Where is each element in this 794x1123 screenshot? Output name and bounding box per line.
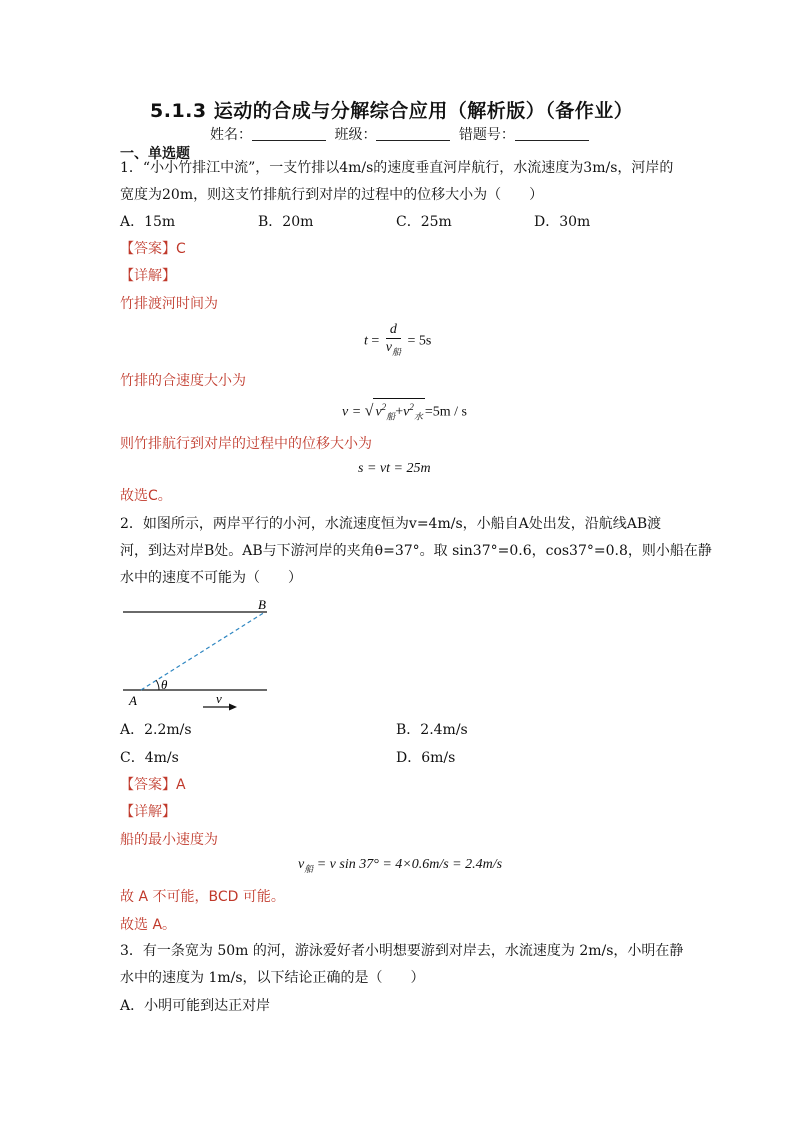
q1-option-b: B．20m bbox=[258, 214, 314, 230]
label-v: v bbox=[216, 691, 222, 706]
q1-detail-label: 【详解】 bbox=[120, 268, 176, 284]
q3-stem-line1: 3．有一条宽为 50m 的河，游泳爱好者小明想要游到对岸去，水流速度为 2m/s，小明在静 bbox=[120, 943, 684, 959]
q1-option-a: A．15m bbox=[120, 214, 176, 230]
q1-conclusion: 故选C。 bbox=[120, 488, 172, 504]
velocity-arrow-head bbox=[229, 704, 237, 711]
q1-f2-a-sup: 2 bbox=[381, 402, 387, 412]
q1-f1-eq: = bbox=[371, 333, 380, 349]
q1-option-c: C．25m bbox=[396, 214, 452, 230]
q1-f2-b: v bbox=[403, 404, 410, 420]
q1-f2-b-sub: 水 bbox=[413, 411, 423, 422]
q2-f1-rhs: = v sin 37° = 4×0.6m/s = 2.4m/s bbox=[316, 857, 503, 872]
student-info-line bbox=[210, 124, 593, 144]
q1-answer: 【答案】C bbox=[120, 241, 186, 257]
q2-formula-min-speed bbox=[298, 857, 502, 875]
q1-step2: 竹排的合速度大小为 bbox=[120, 373, 246, 389]
q1-f2-plus: + bbox=[395, 404, 404, 420]
label-a: A bbox=[129, 693, 137, 708]
q2-conclusion: 故选 A。 bbox=[120, 917, 177, 933]
q1-f1-rhs: = 5s bbox=[407, 333, 432, 349]
q2-step1: 船的最小速度为 bbox=[120, 832, 218, 848]
q3-option-a: A．小明可能到达正对岸 bbox=[120, 998, 271, 1014]
q2-river-figure bbox=[115, 596, 285, 716]
q2-answer: 【答案】A bbox=[120, 777, 186, 793]
q2-f1-lhs-sub: 船 bbox=[304, 863, 314, 874]
name-blank[interactable] bbox=[252, 126, 326, 141]
q3-stem-line2: 水中的速度为 1m/s，以下结论正确的是（ ） bbox=[120, 970, 425, 986]
label-theta: θ bbox=[161, 677, 168, 692]
wrong-number-label: 错题号： bbox=[458, 127, 515, 143]
q1-stem-line1: 1．“小小竹排江中流”，一支竹排以4m/s的速度垂直河岸航行，水流速度为3m/s，河岸的 bbox=[120, 160, 674, 176]
q1-option-d: D．30m bbox=[534, 214, 591, 230]
path-ab-line bbox=[141, 612, 265, 690]
q2-detail-label: 【详解】 bbox=[120, 804, 176, 820]
q1-formula-time bbox=[364, 322, 431, 361]
q1-f2-rhs: =5m / s bbox=[424, 404, 467, 420]
q1-formula-displacement: s = vt = 25m bbox=[358, 461, 431, 476]
q2-step2: 故 A 不可能，BCD 可能。 bbox=[120, 889, 285, 905]
q1-f1-fraction bbox=[386, 322, 401, 361]
q1-step3: 则竹排航行到对岸的过程中的位移大小为 bbox=[120, 436, 372, 452]
document-title: 5.1.3 运动的合成与分解综合应用（解析版）（备作业） bbox=[150, 100, 634, 122]
wrong-number-blank[interactable] bbox=[515, 126, 589, 141]
class-blank[interactable] bbox=[376, 126, 450, 141]
q1-f2-lhs: v = bbox=[342, 404, 362, 420]
q2-stem-line3: 水中的速度不可能为（ ） bbox=[120, 570, 302, 586]
label-b: B bbox=[258, 597, 266, 612]
class-label: 班级： bbox=[334, 127, 377, 143]
q2-option-d: D．6m/s bbox=[396, 750, 456, 766]
q1-f1-t: t bbox=[364, 333, 368, 349]
q1-f1-num: d bbox=[386, 322, 401, 339]
q1-f2-a: v bbox=[375, 404, 382, 420]
q2-option-b: B．2.4m/s bbox=[396, 722, 468, 738]
q1-f2-a-sub: 船 bbox=[386, 411, 396, 422]
q2-stem-line2: 河，到达对岸B处。AB与下游河岸的夹角θ=37°。取 sin37°=0.6，cos37°=0.8，则小船在静 bbox=[120, 543, 712, 559]
q1-f2-b-sup: 2 bbox=[409, 402, 414, 412]
q1-step1: 竹排渡河时间为 bbox=[120, 296, 218, 312]
section-heading: 一、单选题 bbox=[120, 146, 190, 162]
q2-stem-line1: 2．如图所示，两岸平行的小河，水流速度恒为v=4m/s，小船自A处出发，沿航线AB渡 bbox=[120, 516, 662, 532]
q2-option-a: A．2.2m/s bbox=[120, 722, 192, 738]
q1-f2-radicand bbox=[373, 398, 424, 424]
q1-formula-velocity: v = √ $v^2_船+v^2_水 =5m / s$ bbox=[342, 398, 467, 424]
q1-f1-den: v bbox=[385, 340, 393, 355]
angle-arc bbox=[156, 680, 159, 690]
q2-option-c: C．4m/s bbox=[120, 750, 179, 766]
q2-f1-lhs: v bbox=[298, 857, 305, 872]
q1-f1-den-sub: 船 bbox=[392, 346, 402, 357]
q1-stem-line2: 宽度为20m，则这支竹排航行到对岸的过程中的位移大小为（ ） bbox=[120, 187, 544, 203]
name-label: 姓名： bbox=[210, 127, 252, 143]
